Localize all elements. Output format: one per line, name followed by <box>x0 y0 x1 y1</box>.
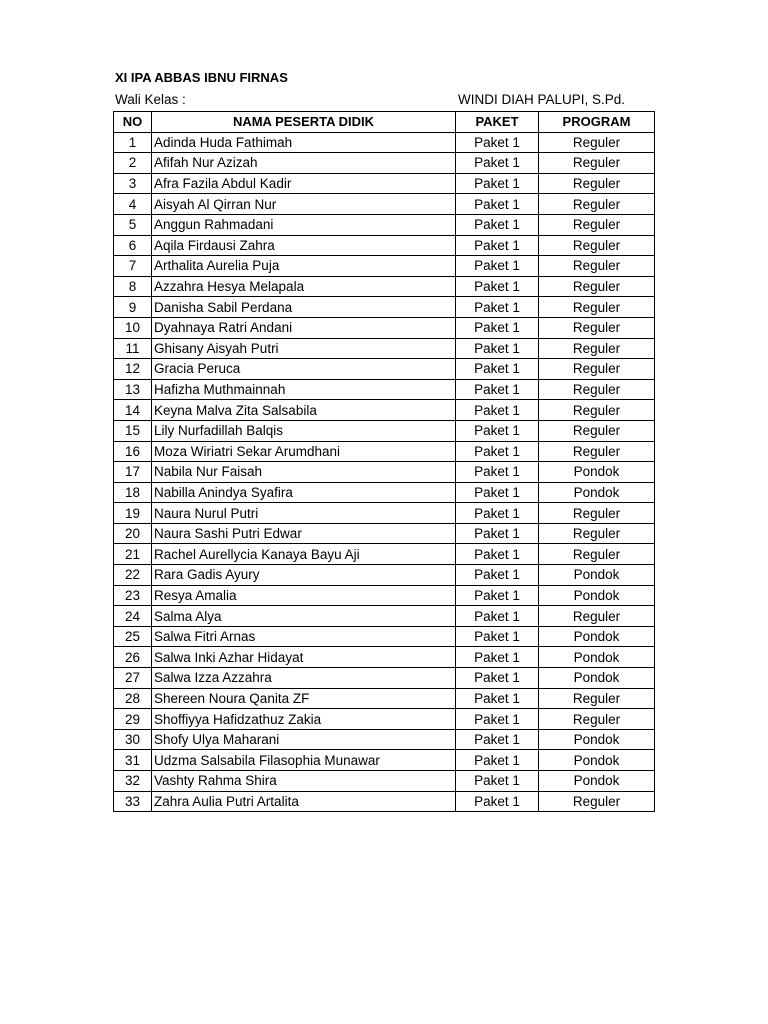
table-row <box>114 400 655 421</box>
student-name-cell: Dyahnaya Ratri Andani <box>152 317 456 338</box>
row-number-cell: 23 <box>114 585 152 606</box>
student-name-cell: Rara Gadis Ayury <box>152 565 456 586</box>
paket-cell: Paket 1 <box>456 523 539 544</box>
paket-cell: Paket 1 <box>456 585 539 606</box>
row-number-cell: 27 <box>114 668 152 689</box>
table-row <box>114 214 655 235</box>
program-cell: Reguler <box>539 791 655 812</box>
program-cell: Reguler <box>539 441 655 462</box>
table-row <box>114 379 655 400</box>
student-name-cell: Aisyah Al Qirran Nur <box>152 194 456 215</box>
program-cell: Pondok <box>539 585 655 606</box>
program-cell: Pondok <box>539 668 655 689</box>
student-name-cell: Afra Fazila Abdul Kadir <box>152 173 456 194</box>
table-row <box>114 626 655 647</box>
row-number-cell: 30 <box>114 729 152 750</box>
paket-cell: Paket 1 <box>456 462 539 483</box>
student-name-cell: Aqila Firdausi Zahra <box>152 235 456 256</box>
paket-cell: Paket 1 <box>456 297 539 318</box>
row-number-cell: 25 <box>114 626 152 647</box>
paket-cell: Paket 1 <box>456 709 539 730</box>
student-name-cell: Gracia Peruca <box>152 359 456 380</box>
student-name-cell: Danisha Sabil Perdana <box>152 297 456 318</box>
table-row <box>114 256 655 277</box>
student-name-cell: Keyna Malva Zita Salsabila <box>152 400 456 421</box>
paket-cell: Paket 1 <box>456 606 539 627</box>
table-row <box>114 791 655 812</box>
program-cell: Reguler <box>539 523 655 544</box>
table-row <box>114 503 655 524</box>
program-cell: Pondok <box>539 482 655 503</box>
row-number-cell: 20 <box>114 523 152 544</box>
student-name-cell: Naura Nurul Putri <box>152 503 456 524</box>
row-number-cell: 2 <box>114 153 152 174</box>
program-cell: Reguler <box>539 606 655 627</box>
table-row <box>114 359 655 380</box>
program-cell: Reguler <box>539 420 655 441</box>
row-number-cell: 26 <box>114 647 152 668</box>
student-name-cell: Vashty Rahma Shira <box>152 771 456 792</box>
table-row <box>114 647 655 668</box>
paket-cell: Paket 1 <box>456 647 539 668</box>
table-row <box>114 297 655 318</box>
program-cell: Reguler <box>539 544 655 565</box>
row-number-cell: 6 <box>114 235 152 256</box>
paket-cell: Paket 1 <box>456 276 539 297</box>
table-row <box>114 688 655 709</box>
program-cell: Pondok <box>539 750 655 771</box>
student-name-cell: Ghisany Aisyah Putri <box>152 338 456 359</box>
table-row <box>114 668 655 689</box>
column-header-paket: PAKET <box>456 112 539 133</box>
paket-cell: Paket 1 <box>456 750 539 771</box>
student-name-cell: Lily Nurfadillah Balqis <box>152 420 456 441</box>
homeroom-teacher-label: Wali Kelas : <box>115 92 186 107</box>
paket-cell: Paket 1 <box>456 688 539 709</box>
paket-cell: Paket 1 <box>456 153 539 174</box>
row-number-cell: 11 <box>114 338 152 359</box>
paket-cell: Paket 1 <box>456 400 539 421</box>
program-cell: Reguler <box>539 503 655 524</box>
student-name-cell: Afifah Nur Azizah <box>152 153 456 174</box>
program-cell: Reguler <box>539 379 655 400</box>
table-row <box>114 750 655 771</box>
paket-cell: Paket 1 <box>456 771 539 792</box>
program-cell: Reguler <box>539 256 655 277</box>
student-name-cell: Rachel Aurellycia Kanaya Bayu Aji <box>152 544 456 565</box>
student-name-cell: Salma Alya <box>152 606 456 627</box>
paket-cell: Paket 1 <box>456 235 539 256</box>
table-row <box>114 173 655 194</box>
student-name-cell: Salwa Inki Azhar Hidayat <box>152 647 456 668</box>
program-cell: Pondok <box>539 647 655 668</box>
paket-cell: Paket 1 <box>456 214 539 235</box>
paket-cell: Paket 1 <box>456 544 539 565</box>
table-row <box>114 235 655 256</box>
paket-cell: Paket 1 <box>456 256 539 277</box>
program-cell: Reguler <box>539 214 655 235</box>
table-row <box>114 276 655 297</box>
row-number-cell: 14 <box>114 400 152 421</box>
row-number-cell: 18 <box>114 482 152 503</box>
paket-cell: Paket 1 <box>456 194 539 215</box>
student-name-cell: Naura Sashi Putri Edwar <box>152 523 456 544</box>
row-number-cell: 22 <box>114 565 152 586</box>
paket-cell: Paket 1 <box>456 626 539 647</box>
program-cell: Reguler <box>539 235 655 256</box>
program-cell: Reguler <box>539 400 655 421</box>
student-name-cell: Shofy Ulya Maharani <box>152 729 456 750</box>
row-number-cell: 31 <box>114 750 152 771</box>
paket-cell: Paket 1 <box>456 729 539 750</box>
student-name-cell: Salwa Fitri Arnas <box>152 626 456 647</box>
table-row <box>114 194 655 215</box>
program-cell: Pondok <box>539 462 655 483</box>
table-row <box>114 462 655 483</box>
table-row <box>114 153 655 174</box>
program-cell: Reguler <box>539 317 655 338</box>
paket-cell: Paket 1 <box>456 173 539 194</box>
row-number-cell: 17 <box>114 462 152 483</box>
paket-cell: Paket 1 <box>456 379 539 400</box>
program-cell: Reguler <box>539 276 655 297</box>
student-name-cell: Azzahra Hesya Melapala <box>152 276 456 297</box>
table-body <box>114 132 655 812</box>
row-number-cell: 24 <box>114 606 152 627</box>
program-cell: Reguler <box>539 688 655 709</box>
program-cell: Reguler <box>539 132 655 153</box>
row-number-cell: 12 <box>114 359 152 380</box>
table-row <box>114 771 655 792</box>
student-roster-table <box>113 111 655 812</box>
row-number-cell: 7 <box>114 256 152 277</box>
row-number-cell: 19 <box>114 503 152 524</box>
row-number-cell: 28 <box>114 688 152 709</box>
paket-cell: Paket 1 <box>456 482 539 503</box>
paket-cell: Paket 1 <box>456 503 539 524</box>
student-name-cell: Arthalita Aurelia Puja <box>152 256 456 277</box>
program-cell: Reguler <box>539 359 655 380</box>
row-number-cell: 15 <box>114 420 152 441</box>
row-number-cell: 16 <box>114 441 152 462</box>
row-number-cell: 3 <box>114 173 152 194</box>
student-name-cell: Nabilla Anindya Syafira <box>152 482 456 503</box>
row-number-cell: 4 <box>114 194 152 215</box>
program-cell: Reguler <box>539 173 655 194</box>
student-name-cell: Moza Wiriatri Sekar Arumdhani <box>152 441 456 462</box>
program-cell: Pondok <box>539 729 655 750</box>
paket-cell: Paket 1 <box>456 359 539 380</box>
student-name-cell: Udzma Salsabila Filasophia Munawar <box>152 750 456 771</box>
row-number-cell: 9 <box>114 297 152 318</box>
student-name-cell: Salwa Izza Azzahra <box>152 668 456 689</box>
program-cell: Reguler <box>539 153 655 174</box>
column-header-name: NAMA PESERTA DIDIK <box>152 112 456 133</box>
program-cell: Pondok <box>539 626 655 647</box>
program-cell: Reguler <box>539 709 655 730</box>
student-name-cell: Shereen Noura Qanita ZF <box>152 688 456 709</box>
homeroom-teacher-name: WINDI DIAH PALUPI, S.Pd. <box>458 92 626 107</box>
student-name-cell: Adinda Huda Fathimah <box>152 132 456 153</box>
table-row <box>114 338 655 359</box>
program-cell: Reguler <box>539 297 655 318</box>
column-header-program: PROGRAM <box>539 112 655 133</box>
student-name-cell: Nabila Nur Faisah <box>152 462 456 483</box>
row-number-cell: 21 <box>114 544 152 565</box>
table-row <box>114 317 655 338</box>
paket-cell: Paket 1 <box>456 338 539 359</box>
table-row <box>114 729 655 750</box>
table-row <box>114 544 655 565</box>
program-cell: Reguler <box>539 338 655 359</box>
program-cell: Pondok <box>539 771 655 792</box>
paket-cell: Paket 1 <box>456 668 539 689</box>
table-header-row <box>114 112 655 133</box>
row-number-cell: 10 <box>114 317 152 338</box>
row-number-cell: 29 <box>114 709 152 730</box>
table-row <box>114 565 655 586</box>
table-row <box>114 132 655 153</box>
row-number-cell: 13 <box>114 379 152 400</box>
program-cell: Reguler <box>539 194 655 215</box>
student-name-cell: Shoffiyya Hafidzathuz Zakia <box>152 709 456 730</box>
row-number-cell: 32 <box>114 771 152 792</box>
table-row <box>114 709 655 730</box>
row-number-cell: 5 <box>114 214 152 235</box>
table-row <box>114 420 655 441</box>
row-number-cell: 1 <box>114 132 152 153</box>
table-row <box>114 441 655 462</box>
row-number-cell: 33 <box>114 791 152 812</box>
row-number-cell: 8 <box>114 276 152 297</box>
column-header-no: NO <box>114 112 152 133</box>
paket-cell: Paket 1 <box>456 565 539 586</box>
table-row <box>114 585 655 606</box>
table-row <box>114 523 655 544</box>
table-row <box>114 606 655 627</box>
table-row <box>114 482 655 503</box>
paket-cell: Paket 1 <box>456 791 539 812</box>
program-cell: Pondok <box>539 565 655 586</box>
student-name-cell: Anggun Rahmadani <box>152 214 456 235</box>
paket-cell: Paket 1 <box>456 420 539 441</box>
paket-cell: Paket 1 <box>456 132 539 153</box>
class-title: XI IPA ABBAS IBNU FIRNAS <box>115 70 288 85</box>
paket-cell: Paket 1 <box>456 317 539 338</box>
student-name-cell: Zahra Aulia Putri Artalita <box>152 791 456 812</box>
paket-cell: Paket 1 <box>456 441 539 462</box>
student-name-cell: Hafizha Muthmainnah <box>152 379 456 400</box>
student-name-cell: Resya Amalia <box>152 585 456 606</box>
